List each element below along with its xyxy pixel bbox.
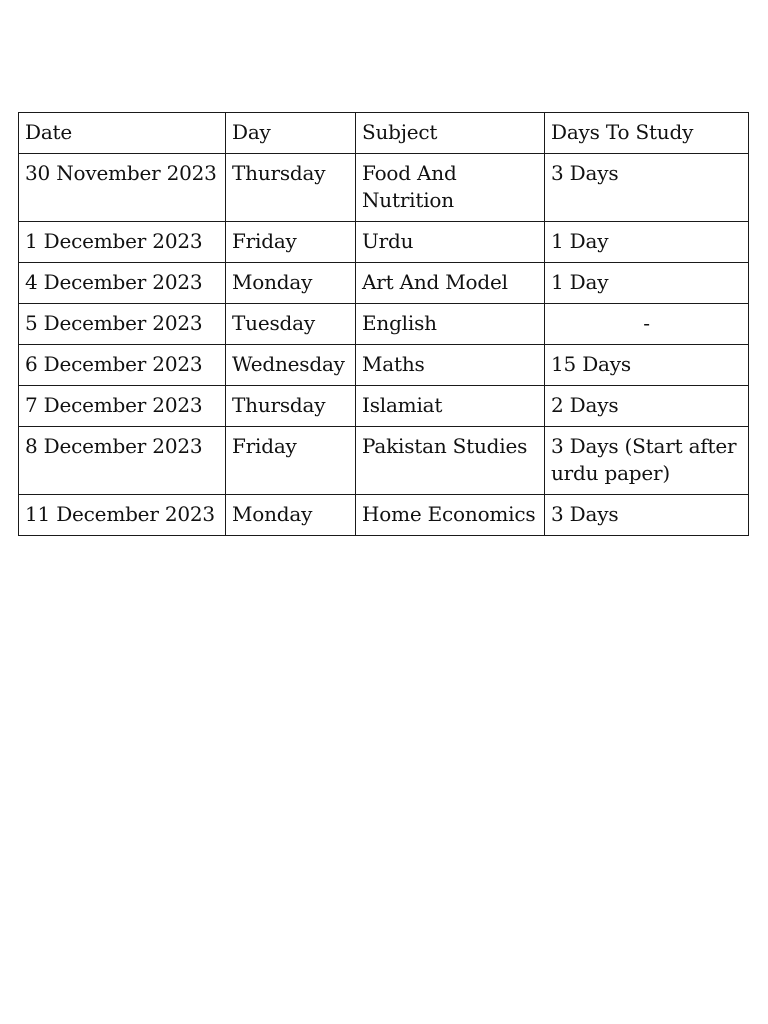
table-row xyxy=(19,222,749,263)
cell-subject: Pakistan Studies xyxy=(356,427,545,495)
cell-date: 4 December 2023 xyxy=(19,263,226,304)
cell-date: 1 December 2023 xyxy=(19,222,226,263)
header-date: Date xyxy=(19,113,226,154)
cell-subject: English xyxy=(356,304,545,345)
table-row xyxy=(19,427,749,495)
cell-day: Monday xyxy=(226,495,356,536)
cell-days-to-study: - xyxy=(545,304,749,345)
cell-subject: Islamiat xyxy=(356,386,545,427)
table-row xyxy=(19,495,749,536)
cell-days-to-study: 3 Days xyxy=(545,495,749,536)
exam-schedule-sheet xyxy=(18,112,748,536)
cell-day: Thursday xyxy=(226,154,356,222)
cell-subject: Art And Model xyxy=(356,263,545,304)
header-subject: Subject xyxy=(356,113,545,154)
header-day: Day xyxy=(226,113,356,154)
cell-subject: Home Economics xyxy=(356,495,545,536)
cell-days-to-study: 1 Day xyxy=(545,263,749,304)
cell-days-to-study: 3 Days (Start after urdu paper) xyxy=(545,427,749,495)
cell-day: Friday xyxy=(226,427,356,495)
cell-date: 30 November 2023 xyxy=(19,154,226,222)
table-row xyxy=(19,154,749,222)
cell-date: 7 December 2023 xyxy=(19,386,226,427)
exam-schedule-table xyxy=(18,112,749,536)
cell-day: Tuesday xyxy=(226,304,356,345)
cell-date: 8 December 2023 xyxy=(19,427,226,495)
cell-subject: Urdu xyxy=(356,222,545,263)
cell-date: 5 December 2023 xyxy=(19,304,226,345)
cell-day: Wednesday xyxy=(226,345,356,386)
cell-date: 11 December 2023 xyxy=(19,495,226,536)
cell-days-to-study: 2 Days xyxy=(545,386,749,427)
cell-day: Monday xyxy=(226,263,356,304)
table-row xyxy=(19,345,749,386)
cell-date: 6 December 2023 xyxy=(19,345,226,386)
cell-days-to-study: 1 Day xyxy=(545,222,749,263)
table-row xyxy=(19,263,749,304)
cell-days-to-study: 15 Days xyxy=(545,345,749,386)
cell-subject: Food And Nutrition xyxy=(356,154,545,222)
table-header-row xyxy=(19,113,749,154)
cell-day: Friday xyxy=(226,222,356,263)
table-row xyxy=(19,386,749,427)
header-days-to-study: Days To Study xyxy=(545,113,749,154)
cell-day: Thursday xyxy=(226,386,356,427)
table-row xyxy=(19,304,749,345)
cell-days-to-study: 3 Days xyxy=(545,154,749,222)
cell-subject: Maths xyxy=(356,345,545,386)
